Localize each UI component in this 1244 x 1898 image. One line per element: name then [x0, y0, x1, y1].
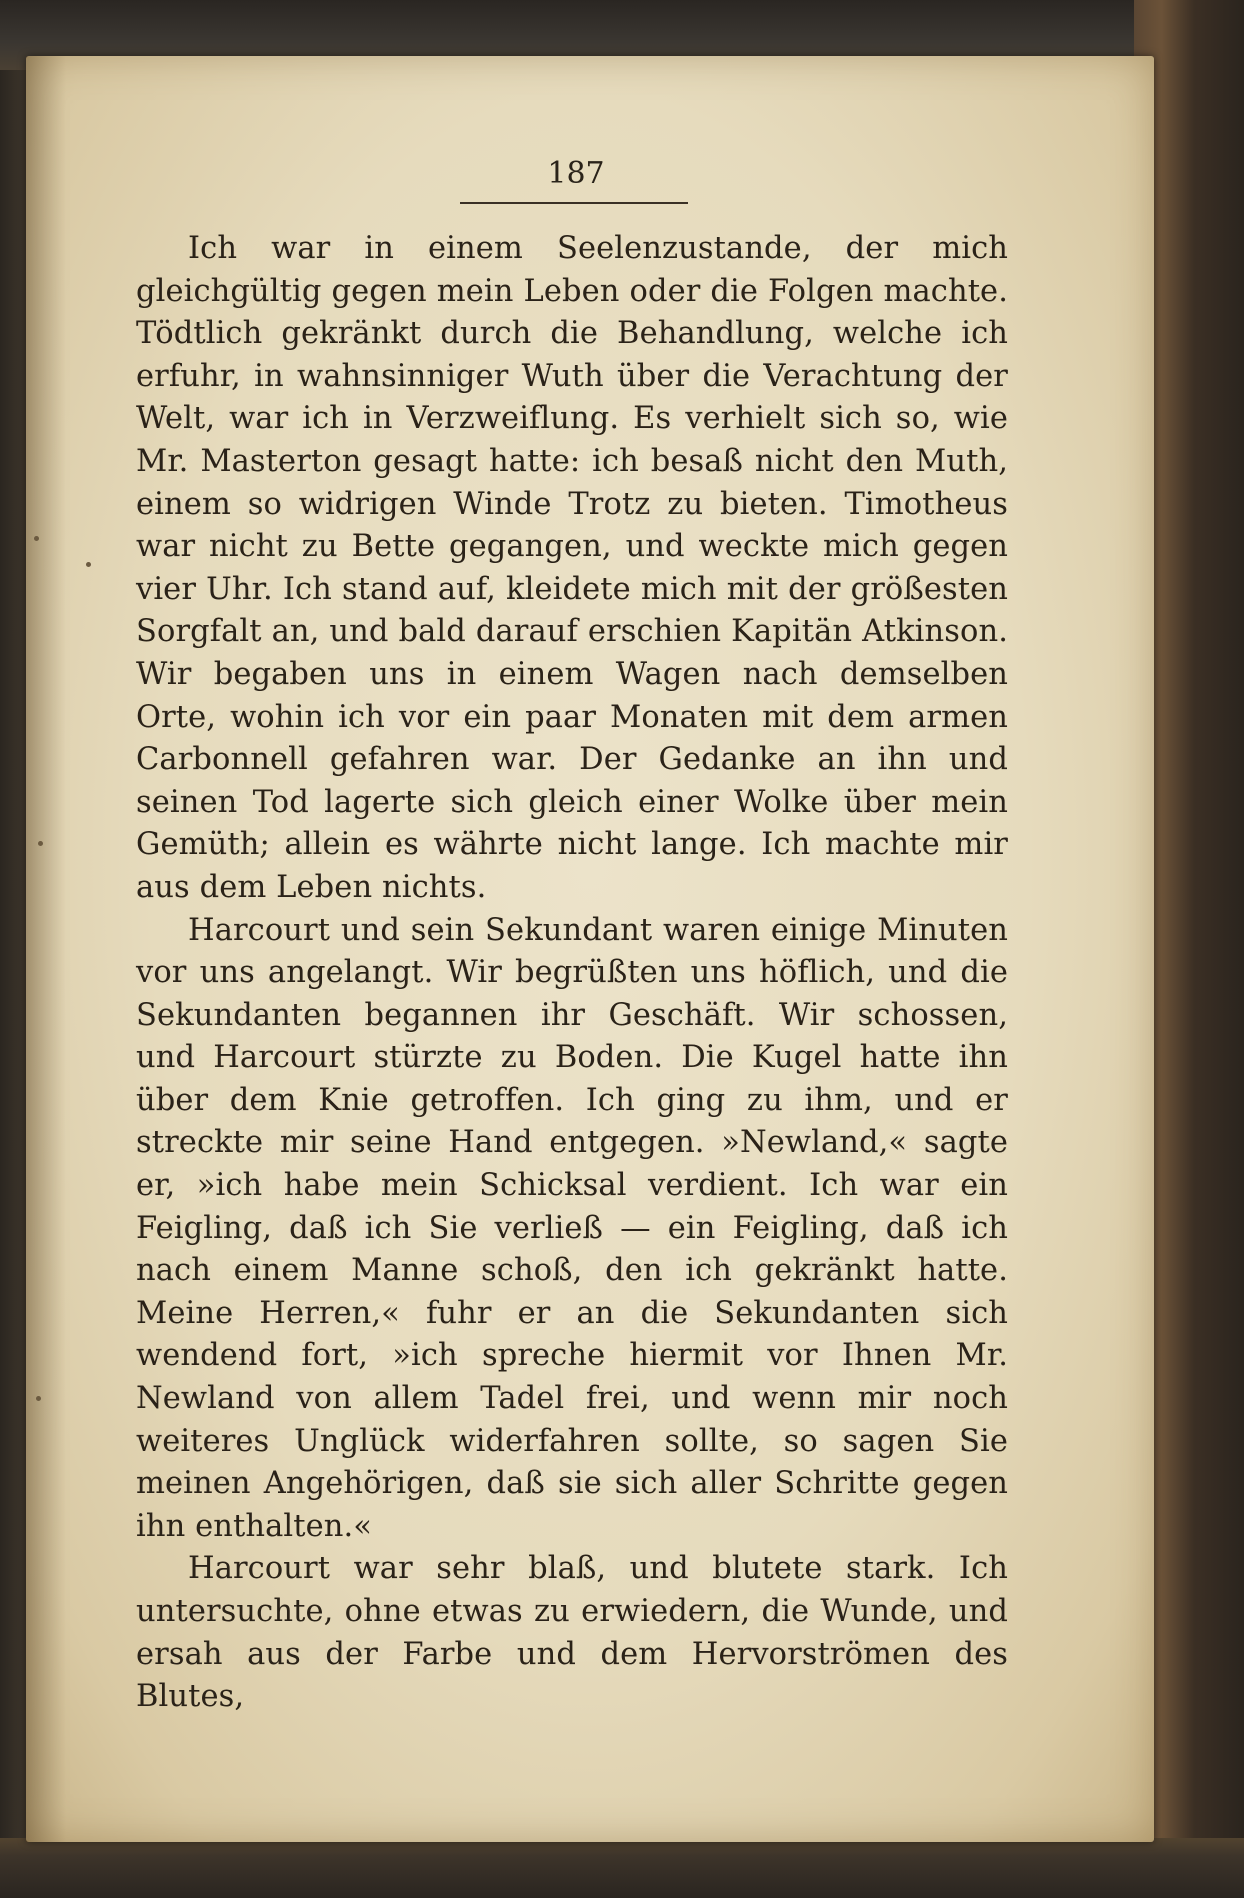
- paragraph-2: Harcourt und sein Sekundant waren einige Minuten vor uns angelangt. Wir begrüßten uns höflich, und die Sekundanten begannen ihr Geschäft. Wir schossen, und Harcourt stürzte zu Boden. Die Kugel hatte ihn über dem Knie getroffen. Ich ging zu ihm, und er streckte mir seine Hand entgegen. »Newland,« sagte er, »ich habe mein Schicksal verdient. Ich war ein Feigling, daß ich Sie verließ — ein Feigling, daß ich nach einem Manne schoß, den ich gekränkt hatte. Meine Herren,« fuhr er an die Sekundanten sich wendend fort, »ich spreche hiermit vor Ihnen Mr. Newland von allem Tadel frei, und wenn mir noch weiteres Unglück widerfahren sollte, so sagen Sie meinen Angehörigen, daß sie sich aller Schritte gegen ihn enthalten.«: [136, 912, 1008, 1544]
- speck: [86, 562, 91, 567]
- header-rule: [460, 202, 688, 204]
- speck: [38, 841, 43, 846]
- gutter-shadow: [26, 56, 66, 1842]
- speck: [34, 536, 39, 541]
- paper-page: [26, 56, 1154, 1842]
- page-number: 187: [547, 156, 605, 191]
- paragraph-3: Harcourt war sehr blaß, und blutete stark. Ich untersuchte, ohne etwas zu erwiedern, die Wunde, und ersah aus der Farbe und dem Hervorströmen des Blutes,: [136, 1551, 1008, 1715]
- body-text: [136, 228, 1008, 1719]
- speck: [36, 1396, 41, 1401]
- book-cover-bottom-edge: [0, 1838, 1244, 1898]
- paragraph-1: Ich war in einem Seelenzustande, der mich gleichgültig gegen mein Leben oder die Folgen machte. Tödtlich gekränkt durch die Behandlung, welche ich erfuhr, in wahnsinniger Wuth über die Verachtung der Welt, war ich in Verzweiflung. Es verhielt sich so, wie Mr. Masterton gesagt hatte: ich besaß nicht den Muth, einem so widrigen Winde Trotz zu bieten. Timotheus war nicht zu Bette gegangen, und weckte mich gegen vier Uhr. Ich stand auf, kleidete mich mit der größesten Sorgfalt an, und bald darauf erschien Kapitän Atkinson. Wir begaben uns in einem Wagen nach demselben Orte, wohin ich vor ein paar Monaten mit dem armen Carbonnell gefahren war. Der Gedanke an ihn und seinen Tod lagerte sich gleich einer Wolke über mein Gemüth; allein es währte nicht lange. Ich machte mir aus dem Leben nichts.: [136, 231, 1008, 905]
